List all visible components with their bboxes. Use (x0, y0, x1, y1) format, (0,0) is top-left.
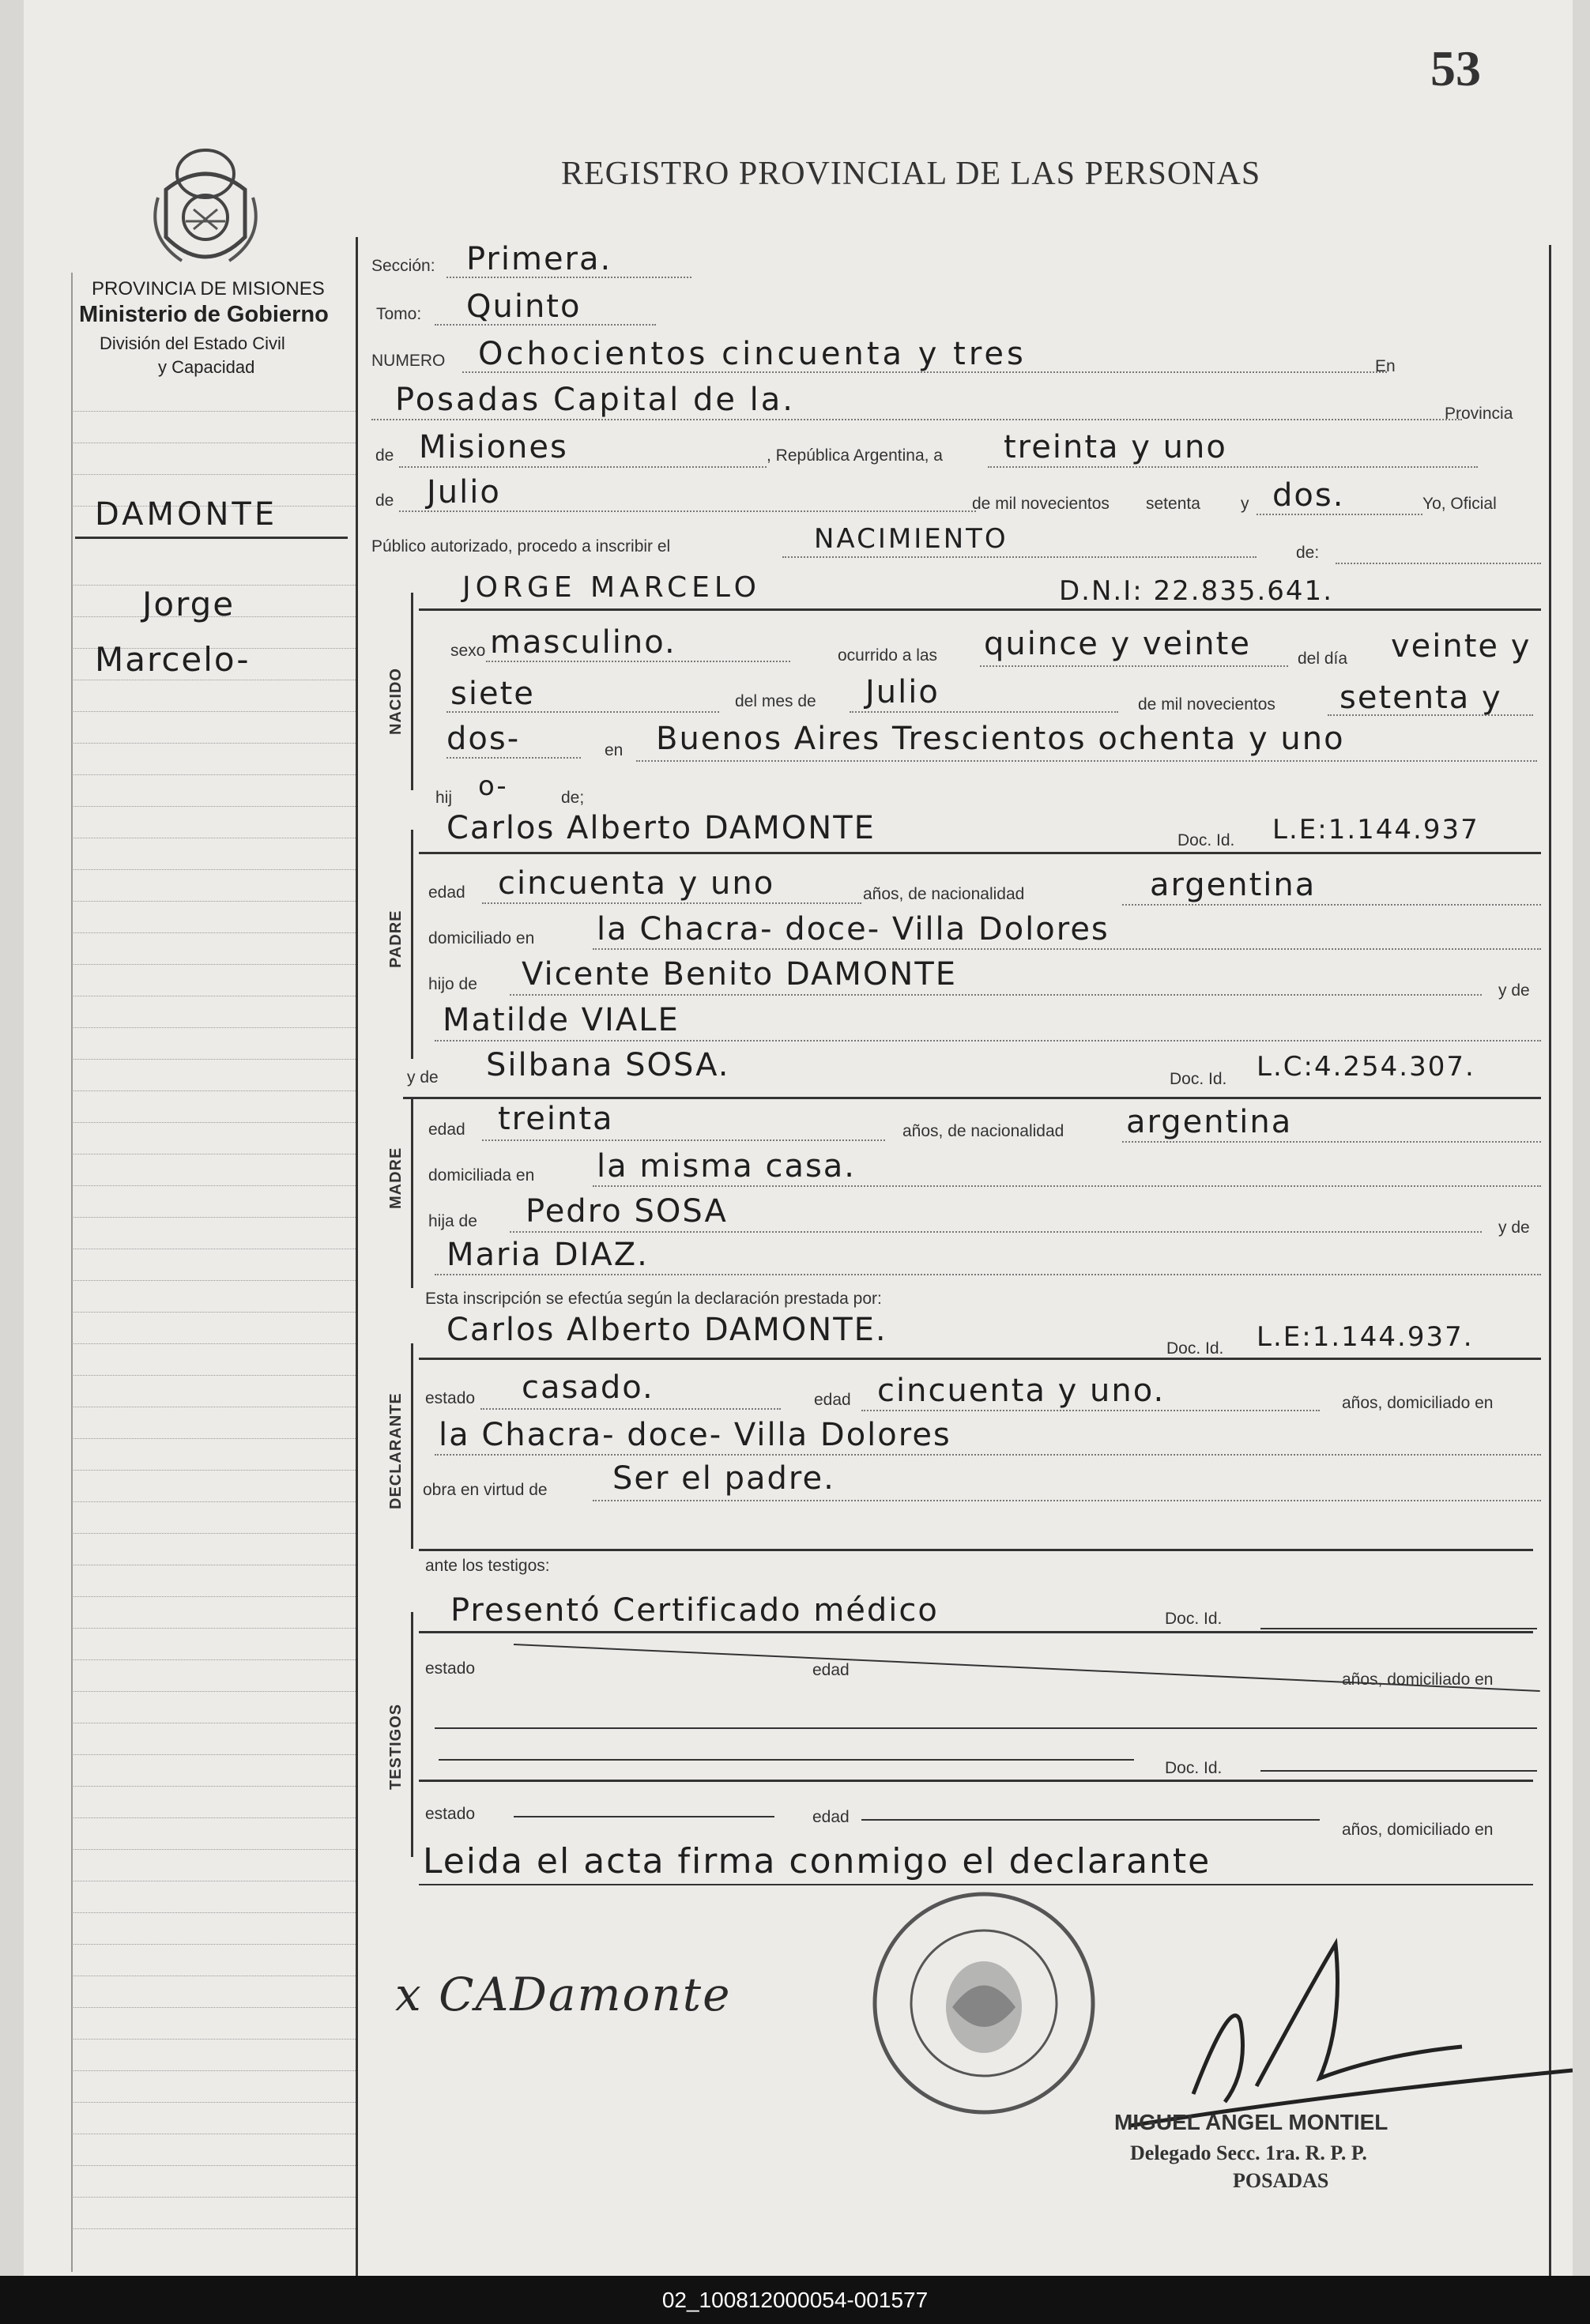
official-stamp (869, 1889, 1098, 2118)
del-dia-label: del día (1298, 650, 1348, 668)
margin-rule-left (71, 273, 73, 2272)
dotted-line (486, 661, 790, 662)
margin-line (71, 1691, 356, 1692)
de-label: de (375, 446, 394, 465)
dotted-line (399, 466, 767, 468)
declarante-name-underline (419, 1358, 1541, 1360)
testigo2-doc-line (1260, 1770, 1537, 1772)
margin-surname-underline (75, 537, 348, 539)
margin-line (71, 2070, 356, 2071)
dotted-line (510, 1231, 1482, 1233)
register-page (24, 0, 1573, 2276)
padre-padre: Vicente Benito DAMONTE (522, 956, 958, 993)
dotted-line (482, 902, 861, 904)
margin-line (71, 1628, 356, 1629)
margin-line (71, 869, 356, 870)
fecha-dia-value: treinta y uno (1004, 429, 1227, 465)
y-label: y (1241, 495, 1249, 513)
madre-dom-label: domiciliada en (428, 1166, 535, 1185)
nacido-dni: D.N.I: 22.835.641. (1059, 575, 1333, 607)
madre-y-de-label-2: y de (1498, 1218, 1530, 1237)
testigo2-estado-line (514, 1816, 774, 1817)
testigos-label: ante los testigos: (425, 1557, 550, 1575)
testigo1-dom-label: años, domiciliado en (1342, 1670, 1494, 1689)
margin-line (71, 1438, 356, 1439)
dotted-line (1122, 1141, 1541, 1143)
margin-line (71, 1027, 356, 1028)
padre-madre: Matilde VIALE (443, 1002, 680, 1038)
margin-line (71, 1754, 356, 1755)
official-role: Delegado Secc. 1ra. R. P. P. (1130, 2141, 1367, 2164)
madre-name-underline (403, 1097, 1541, 1099)
madre-section-label: MADRE (387, 1147, 405, 1209)
padre-domicilio: la Chacra- doce- Villa Dolores (597, 911, 1110, 947)
padre-edad: cincuenta y uno (498, 865, 775, 902)
publico-label: Público autorizado, procedo a inscribir el (371, 537, 671, 556)
margin-line (71, 1786, 356, 1787)
hij-label: hij (435, 789, 453, 807)
lugar-value: Posadas Capital de la. (395, 382, 795, 418)
margin-line (71, 1849, 356, 1850)
declarante-virtud: Ser el padre. (612, 1460, 835, 1497)
testigos-section-label: TESTIGOS (387, 1703, 405, 1790)
testigo1-edad-label: edad (812, 1661, 850, 1679)
declarante-edad-label: edad (814, 1391, 851, 1409)
hijo-value: o- (478, 770, 508, 802)
en-label-2: en (605, 741, 624, 759)
nacido-section-label: NACIDO (387, 668, 405, 735)
padre-y-de-label: y de (1498, 981, 1530, 1000)
padre-doc-label: Doc. Id. (1177, 831, 1235, 849)
provincia-value: Misiones (419, 429, 568, 465)
inscripcion-label: Esta inscripción se efectúa según la declaración prestada por: (425, 1290, 882, 1308)
closing-statement: Leida el acta firma conmigo el declarante (423, 1841, 1211, 1881)
dotted-line (980, 665, 1288, 667)
ministry-heading: Ministerio de Gobierno (79, 302, 329, 327)
division-line-1: División del Estado Civil (100, 333, 285, 353)
margin-line (71, 743, 356, 744)
testigos-nota: Presentó Certificado médico (450, 1592, 939, 1629)
padre-edad-label: edad (428, 883, 465, 902)
margin-line (71, 1090, 356, 1091)
de-colon-label: de: (1296, 544, 1320, 562)
dotted-line (446, 757, 581, 759)
official-signature (1130, 1896, 1573, 2134)
lugar-nacimiento: Buenos Aires Trescientos ochenta y uno (656, 721, 1345, 757)
margin-line (71, 2197, 356, 2198)
testigo1-estado-label: estado (425, 1659, 476, 1678)
padre-nombre: Carlos Alberto DAMONTE (446, 810, 876, 846)
de-label-2: de (375, 492, 394, 510)
declarante-nombre: Carlos Alberto DAMONTE. (446, 1312, 887, 1348)
madre-madre: Maria DIAZ. (446, 1237, 649, 1273)
testigo1-underline (419, 1631, 1533, 1633)
anio-value-2: dos- (446, 721, 521, 757)
en-label: En (1375, 357, 1396, 375)
dotted-line (782, 556, 1257, 558)
margin-second-name: Marcelo- (95, 640, 251, 679)
declarante-doc-label: Doc. Id. (1166, 1339, 1224, 1358)
dotted-line (1257, 514, 1422, 515)
coat-of-arms-icon (150, 142, 261, 277)
margin-line (71, 411, 356, 412)
dotted-line (988, 466, 1478, 468)
margin-line (71, 1280, 356, 1281)
ocurrido-label: ocurrido a las (838, 646, 938, 665)
padre-dom-label: domiciliado en (428, 929, 535, 947)
dotted-line (435, 1454, 1541, 1456)
margin-line (71, 1217, 356, 1218)
dotted-line (482, 1139, 885, 1141)
yo-oficial-label: Yo, Oficial (1422, 495, 1497, 513)
dotted-line (510, 994, 1482, 996)
testigo1-doc-line (1260, 1628, 1537, 1629)
dotted-line (636, 760, 1537, 762)
dotted-line (399, 510, 976, 512)
testigo2-underline (419, 1780, 1533, 1782)
margin-line (71, 901, 356, 902)
nacido-name-underline (419, 608, 1541, 611)
testigo1-line (435, 1727, 1537, 1729)
madre-hija-label: hija de (428, 1212, 477, 1230)
anio-value: setenta y (1339, 680, 1502, 716)
page-number: 53 (1430, 40, 1481, 96)
margin-line (71, 2228, 356, 2229)
declarante-domicilio: la Chacra- doce- Villa Dolores (439, 1417, 951, 1453)
acto-value: NACIMIENTO (814, 523, 1008, 555)
madre-y-de-label: y de (407, 1068, 439, 1087)
testigo2-edad-line (861, 1819, 1320, 1821)
de-mil-label: de mil novecientos (1138, 695, 1275, 714)
division-line-2: y Capacidad (158, 357, 255, 377)
margin-line (71, 774, 356, 775)
declarante-signature: x CADamonte (395, 1968, 732, 2021)
padre-nac-label: años, de nacionalidad (863, 885, 1025, 903)
margin-line (71, 1059, 356, 1060)
republica-label: , República Argentina, a (767, 446, 943, 465)
dotted-line (593, 948, 1541, 950)
dotted-line (435, 1274, 1541, 1275)
margin-line (71, 1596, 356, 1597)
declarante-doc: L.E:1.144.937. (1257, 1321, 1474, 1353)
madre-edad-label: edad (428, 1121, 465, 1139)
testigo2-name-line (439, 1759, 1134, 1761)
declarante-dom-label: años, domiciliado en (1342, 1394, 1494, 1412)
padre-nacionalidad: argentina (1150, 867, 1317, 903)
madre-padre: Pedro SOSA (526, 1193, 728, 1230)
tomo-value: Quinto (466, 288, 582, 325)
mes-value: Julio (865, 674, 940, 710)
margin-rule-right (356, 237, 358, 2276)
fecha-anio-value: dos. (1272, 477, 1345, 514)
image-id-footer (0, 2276, 1590, 2324)
dotted-line (850, 711, 1118, 713)
testigo1-doc-label: Doc. Id. (1165, 1610, 1223, 1628)
dotted-line (593, 1185, 1541, 1187)
testigos-bracket (411, 1612, 413, 1857)
margin-line (71, 1817, 356, 1818)
dotted-line (861, 1410, 1320, 1411)
image-id: 02_100812000054-001577 (661, 2287, 929, 2312)
margin-line (71, 2039, 356, 2040)
padre-hijo-label: hijo de (428, 975, 477, 993)
margin-line (71, 1122, 356, 1123)
margin-line (71, 1501, 356, 1502)
testigo2-edad-label: edad (812, 1808, 850, 1826)
madre-nacionalidad: argentina (1126, 1104, 1293, 1140)
declarante-estado-label: estado (425, 1389, 476, 1407)
padre-bracket (411, 830, 413, 1059)
province-heading: PROVINCIA DE MISIONES (92, 278, 325, 299)
closing-underline (419, 1884, 1533, 1885)
margin-line (71, 2007, 356, 2008)
fecha-mes-value: Julio (427, 474, 501, 510)
de-semi-label: de; (561, 789, 585, 807)
margin-line (71, 2102, 356, 2103)
numero-value: Ochocientos cincuenta y tres (478, 336, 1027, 372)
mil-novecientos-label: de mil novecientos (972, 495, 1110, 513)
padre-doc: L.E:1.144.937 (1272, 814, 1479, 846)
numero-label: NUMERO (371, 352, 446, 370)
margin-line (71, 1470, 356, 1471)
obra-label: obra en virtud de (423, 1481, 548, 1499)
padre-name-underline (419, 852, 1541, 854)
margin-line (71, 806, 356, 807)
madre-doc: L.C:4.254.307. (1257, 1051, 1475, 1083)
declarante-section-label: DECLARANTE (387, 1392, 405, 1509)
document-title: REGISTRO PROVINCIAL DE LAS PERSONAS (561, 156, 1261, 192)
sexo-label: sexo (450, 642, 486, 660)
dia-value: veinte y (1391, 628, 1532, 665)
margin-line (71, 1185, 356, 1186)
official-city: POSADAS (1233, 2169, 1329, 2192)
padre-section-label: PADRE (387, 910, 405, 968)
margin-line (71, 1533, 356, 1534)
margin-line (71, 474, 356, 475)
sexo-value: masculino. (490, 624, 676, 661)
provincia-label: Provincia (1445, 405, 1513, 423)
madre-nac-label: años, de nacionalidad (902, 1122, 1064, 1140)
madre-nombre: Silbana SOSA. (486, 1047, 730, 1083)
testigo2-doc-label: Doc. Id. (1165, 1759, 1223, 1777)
seccion-label: Sección: (371, 257, 435, 275)
dia-value-2: siete (450, 676, 535, 712)
dotted-line (593, 1500, 1541, 1501)
margin-line (71, 964, 356, 965)
margin-line (71, 2165, 356, 2166)
hora-value: quince y veinte (984, 626, 1251, 662)
tomo-label: Tomo: (376, 305, 422, 323)
dotted-line (371, 419, 1462, 420)
declarante-bottom-rule (419, 1549, 1533, 1551)
dotted-line (480, 1408, 781, 1410)
margin-first-name: Jorge (142, 585, 235, 623)
testigo2-dom-label: años, domiciliado en (1342, 1821, 1494, 1839)
margin-line (71, 1312, 356, 1313)
margin-line (71, 1944, 356, 1945)
madre-doc-label: Doc. Id. (1170, 1070, 1227, 1088)
nacido-nombre: JORGE MARCELO (462, 571, 761, 604)
margin-line (71, 1659, 356, 1660)
del-mes-label: del mes de (735, 692, 816, 710)
nacido-bracket (411, 593, 413, 790)
official-name: MIGUEL ANGEL MONTIEL (1114, 2110, 1388, 2134)
madre-domicilio: la misma casa. (597, 1148, 857, 1185)
seccion-value: Primera. (466, 241, 612, 277)
dotted-line (1122, 904, 1541, 906)
margin-line (71, 932, 356, 933)
testigo2-estado-label: estado (425, 1805, 476, 1823)
margin-surname: DAMONTE (95, 496, 278, 533)
madre-edad: treinta (498, 1101, 614, 1137)
dotted-line (435, 1040, 1541, 1041)
dotted-line (1336, 563, 1541, 564)
margin-line (71, 1375, 356, 1376)
madre-bracket (411, 1098, 413, 1288)
margin-line (71, 1912, 356, 1913)
margin-line (71, 711, 356, 712)
declarante-edad: cincuenta y uno. (877, 1373, 1166, 1409)
margin-line (71, 1343, 356, 1344)
setenta-printed: setenta (1146, 495, 1200, 513)
declarante-bracket (411, 1343, 413, 1549)
declarante-estado: casado. (522, 1369, 654, 1406)
